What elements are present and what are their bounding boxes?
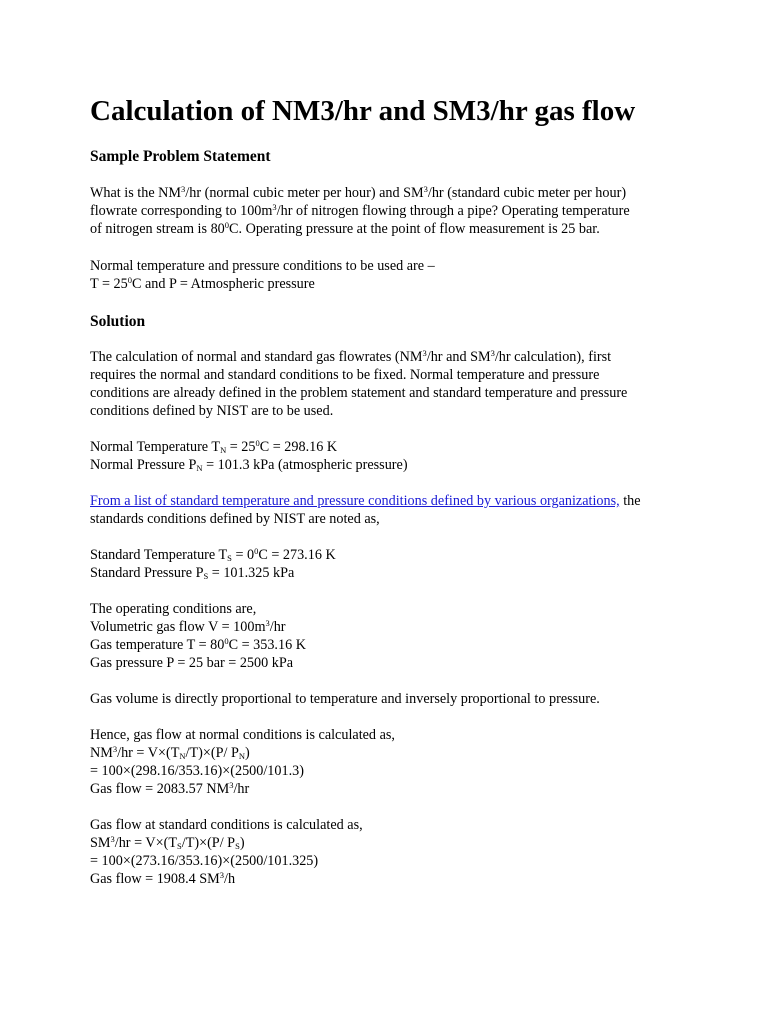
standard-calculation-paragraph: Gas flow at standard conditions is calculated as, $SM^3/hr = V\times(T_S/T)\times(P/$ $P_S$) = 100×(273.16/353.16)×(2500/101.325) Gas flow = 1908.4 $SM^3/h$ bbox=[90, 817, 363, 887]
operating-conditions-paragraph: The operating conditions are, Volumetric gas flow $V = 100m^3/hr$ Gas temperature $T = 80^0C = 353.16$ K Gas pressure P = 25 bar = 2500 kPa bbox=[90, 601, 306, 671]
problem-paragraph: What is the $NM^3/hr$ (normal cubic meter per hour) and $SM^3/hr$ (standard cubic meter per hour) flowrate corresponding to $100m^3/hr$ of nitrogen flowing through a pipe? Operating temperature of nitrogen stream is $80^0C$. Operating pressure at the point of flow measurement is 25 bar. bbox=[90, 184, 630, 237]
section-heading-problem: Sample Problem Statement bbox=[90, 148, 271, 165]
page-title: Calculation of NM3/hr and SM3/hr gas flow bbox=[90, 95, 636, 127]
standard-values-paragraph: Standard Temperature $T_S = 0^0C = 273.16$ K Standard Pressure $P_S = 101.325$ kPa bbox=[90, 546, 336, 581]
section-heading-solution: Solution bbox=[90, 313, 146, 330]
stp-conditions-link[interactable]: From a list of standard temperature and pressure conditions defined by various organizations, bbox=[90, 493, 620, 509]
normal-values-paragraph: Normal Temperature $T_N = 25^0C = 298.16$ K Normal Pressure $P_N = 101.3$ kPa (atmospheric pressure) bbox=[90, 438, 408, 473]
nist-reference-paragraph: From a list of standard temperature and pressure conditions defined by various organizations, the standards conditions defined by NIST are noted as, bbox=[90, 493, 641, 527]
normal-calculation-paragraph: Hence, gas flow at normal conditions is calculated as, $NM^3/hr = V\times(T_N/T)\times(P/$ $P_N$) = 100×(298.16/353.16)×(2500/101.3) Gas flow = 2083.57 $NM^3/hr$ bbox=[90, 727, 395, 797]
normal-conditions-paragraph: Normal temperature and pressure conditions to be used are – $T = 25^0C$ and P = Atmospheric pressure bbox=[90, 258, 435, 292]
proportionality-paragraph: Gas volume is directly proportional to temperature and inversely proportional to pressure. bbox=[90, 691, 600, 707]
solution-intro-paragraph: The calculation of normal and standard gas flowrates ($NM^3/hr$ and $SM^3/hr$ calculation), first requires the normal and standard conditions to be fixed. Normal temperature and pressure conditions are already defined in the problem statement and standard temperature and pressure conditions defined by NIST are to be used. bbox=[90, 348, 628, 419]
